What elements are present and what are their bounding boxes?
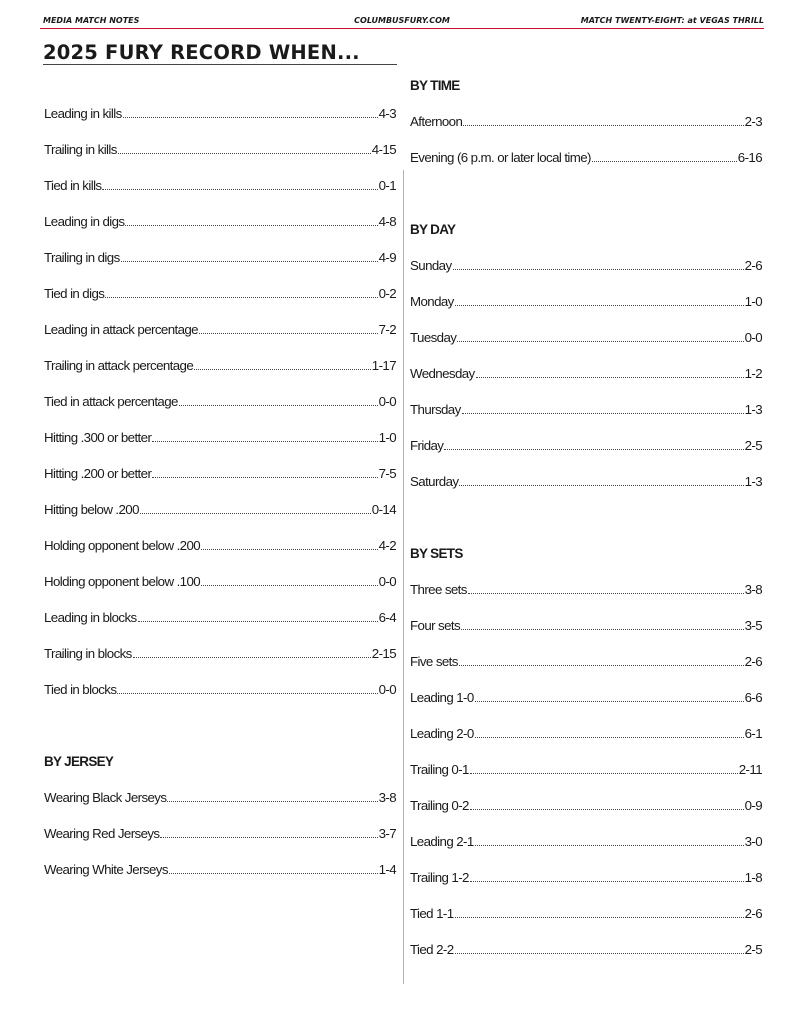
record-label: Holding opponent below .200: [44, 538, 201, 553]
record-row: [44, 142, 396, 157]
leader-dots: [160, 837, 377, 838]
record-label: Leading 2-0: [410, 726, 474, 741]
leader-dots: [125, 225, 377, 226]
leader-dots: [152, 441, 377, 442]
record-label: Leading in blocks: [44, 610, 137, 625]
record-value: 1-4: [378, 862, 396, 877]
record-label: Leading in kills: [44, 106, 122, 121]
record-row: [44, 394, 396, 409]
record-row: [410, 438, 762, 453]
record-row: [44, 214, 396, 229]
leader-dots: [140, 513, 371, 514]
leader-dots: [461, 629, 744, 630]
record-label: Hitting .200 or better: [44, 466, 152, 481]
leader-dots: [194, 369, 371, 370]
record-label: Wearing Red Jerseys: [44, 826, 160, 841]
record-row: [410, 618, 762, 633]
record-row: [44, 682, 396, 697]
record-value: 2-5: [744, 942, 762, 957]
leader-dots: [199, 333, 378, 334]
record-row: [44, 646, 396, 661]
leader-dots: [102, 189, 377, 190]
record-row: [44, 322, 396, 337]
leader-dots: [453, 269, 744, 270]
record-row: [44, 826, 396, 841]
record-value: 2-6: [744, 258, 762, 273]
record-row: [44, 862, 396, 877]
title-rule: [43, 64, 397, 65]
leader-dots: [468, 593, 744, 594]
record-row: [410, 798, 762, 813]
leader-dots: [455, 953, 744, 954]
leader-dots: [444, 449, 743, 450]
record-row: [44, 178, 396, 193]
record-value: 1-0: [744, 294, 762, 309]
leader-dots: [592, 161, 737, 162]
leader-dots: [201, 585, 378, 586]
record-label: Leading in digs: [44, 214, 125, 229]
leader-dots: [455, 917, 744, 918]
leader-dots: [470, 773, 738, 774]
header-right-text: MATCH TWENTY-EIGHT: at VEGAS THRILL: [580, 16, 764, 25]
record-value: 6-1: [744, 726, 762, 741]
record-row: [410, 762, 762, 777]
leader-dots: [167, 801, 377, 802]
leader-dots: [138, 621, 378, 622]
record-label: Tied 1-1: [410, 906, 454, 921]
record-row: [44, 358, 396, 373]
record-label: Three sets: [410, 582, 467, 597]
section-heading-by-time: BY TIME: [410, 78, 460, 93]
record-value: 7-5: [378, 466, 396, 481]
record-row: [44, 790, 396, 805]
leader-dots: [133, 657, 371, 658]
record-value: 1-0: [378, 430, 396, 445]
record-value: 0-0: [378, 682, 396, 697]
record-value: 2-5: [744, 438, 762, 453]
record-row: [410, 114, 762, 129]
record-value: 1-8: [744, 870, 762, 885]
header-left-text: MEDIA MATCH NOTES: [43, 16, 140, 25]
record-row: [410, 402, 762, 417]
record-label: Leading 1-0: [410, 690, 474, 705]
record-label: Trailing 1-2: [410, 870, 469, 885]
leader-dots: [121, 261, 378, 262]
record-row: [410, 942, 762, 957]
record-row: [44, 610, 396, 625]
record-label: Saturday: [410, 474, 459, 489]
record-label: Trailing in kills: [44, 142, 117, 157]
record-value: 2-6: [744, 906, 762, 921]
record-value: 1-3: [744, 474, 762, 489]
record-value: 4-2: [378, 538, 396, 553]
record-value: 0-1: [378, 178, 396, 193]
leader-dots: [169, 873, 378, 874]
record-label: Tied in attack percentage: [44, 394, 178, 409]
record-label: Leading in attack percentage: [44, 322, 198, 337]
record-value: 3-5: [744, 618, 762, 633]
record-label: Monday: [410, 294, 454, 309]
record-row: [410, 582, 762, 597]
record-row: [410, 834, 762, 849]
record-label: Trailing in blocks: [44, 646, 132, 661]
record-row: [410, 366, 762, 381]
record-label: Trailing 0-2: [410, 798, 469, 813]
record-row: [44, 286, 396, 301]
record-row: [410, 294, 762, 309]
record-value: 0-2: [378, 286, 396, 301]
record-row: [410, 150, 762, 165]
record-row: [44, 466, 396, 481]
record-label: Wednesday: [410, 366, 475, 381]
record-value: 4-3: [378, 106, 396, 121]
header-rule: [40, 28, 764, 29]
record-row: [410, 726, 762, 741]
record-label: Tied in kills: [44, 178, 102, 193]
record-value: 3-0: [744, 834, 762, 849]
record-label: Evening (6 p.m. or later local time): [410, 150, 591, 165]
leader-dots: [459, 485, 743, 486]
record-row: [44, 106, 396, 121]
leader-dots: [476, 377, 744, 378]
section-heading-by-jersey: BY JERSEY: [44, 754, 114, 769]
record-value: 4-8: [378, 214, 396, 229]
column-divider: [403, 170, 404, 984]
record-row: [410, 474, 762, 489]
leader-dots: [123, 117, 378, 118]
leader-dots: [179, 405, 378, 406]
record-row: [44, 430, 396, 445]
page-header: [40, 16, 764, 28]
record-value: 0-9: [744, 798, 762, 813]
section-heading-by-sets: BY SETS: [410, 546, 463, 561]
record-label: Friday: [410, 438, 444, 453]
record-value: 1-2: [744, 366, 762, 381]
record-label: Trailing in attack percentage: [44, 358, 194, 373]
record-row: [410, 654, 762, 669]
record-value: 6-6: [744, 690, 762, 705]
record-row: [44, 574, 396, 589]
leader-dots: [457, 341, 743, 342]
leader-dots: [117, 693, 377, 694]
record-row: [410, 330, 762, 345]
record-label: Five sets: [410, 654, 458, 669]
leader-dots: [475, 701, 744, 702]
record-row: [410, 870, 762, 885]
record-value: 0-14: [371, 502, 396, 517]
record-row: [44, 250, 396, 265]
record-label: Trailing in digs: [44, 250, 120, 265]
record-value: 1-17: [371, 358, 396, 373]
record-label: Tuesday: [410, 330, 457, 345]
record-value: 6-4: [378, 610, 396, 625]
leader-dots: [455, 305, 744, 306]
leader-dots: [463, 125, 743, 126]
leader-dots: [470, 809, 744, 810]
page-title: 2025 FURY RECORD WHEN...: [43, 41, 360, 64]
record-value: 1-3: [744, 402, 762, 417]
record-row: [410, 906, 762, 921]
leader-dots: [459, 665, 744, 666]
record-label: Hitting below .200: [44, 502, 139, 517]
leader-dots: [470, 881, 744, 882]
record-label: Holding opponent below .100: [44, 574, 201, 589]
record-value: 7-2: [378, 322, 396, 337]
record-value: 0-0: [378, 574, 396, 589]
record-value: 4-15: [371, 142, 396, 157]
record-label: Tied in blocks: [44, 682, 117, 697]
header-center-text: COLUMBUSFURY.COM: [354, 16, 450, 25]
record-value: 6-16: [737, 150, 762, 165]
record-row: [44, 538, 396, 553]
record-label: Tied 2-2: [410, 942, 454, 957]
record-label: Afternoon: [410, 114, 463, 129]
record-value: 3-8: [744, 582, 762, 597]
leader-dots: [105, 297, 377, 298]
section-heading-by-day: BY DAY: [410, 222, 456, 237]
record-label: Wearing Black Jerseys: [44, 790, 167, 805]
record-label: Tied in digs: [44, 286, 105, 301]
record-row: [44, 502, 396, 517]
record-label: Leading 2-1: [410, 834, 474, 849]
record-value: 3-7: [378, 826, 396, 841]
record-label: Four sets: [410, 618, 461, 633]
record-row: [410, 690, 762, 705]
record-value: 2-3: [744, 114, 762, 129]
leader-dots: [201, 549, 378, 550]
leader-dots: [152, 477, 377, 478]
record-value: 3-8: [378, 790, 396, 805]
record-label: Wearing White Jerseys: [44, 862, 168, 877]
record-value: 2-15: [371, 646, 396, 661]
record-value: 2-11: [738, 762, 762, 777]
record-value: 4-9: [378, 250, 396, 265]
leader-dots: [118, 153, 371, 154]
record-value: 2-6: [744, 654, 762, 669]
leader-dots: [475, 845, 744, 846]
leader-dots: [462, 413, 744, 414]
record-label: Thursday: [410, 402, 461, 417]
record-value: 0-0: [378, 394, 396, 409]
record-value: 0-0: [744, 330, 762, 345]
leader-dots: [475, 737, 744, 738]
record-row: [410, 258, 762, 273]
record-label: Sunday: [410, 258, 452, 273]
record-label: Hitting .300 or better: [44, 430, 152, 445]
record-label: Trailing 0-1: [410, 762, 469, 777]
